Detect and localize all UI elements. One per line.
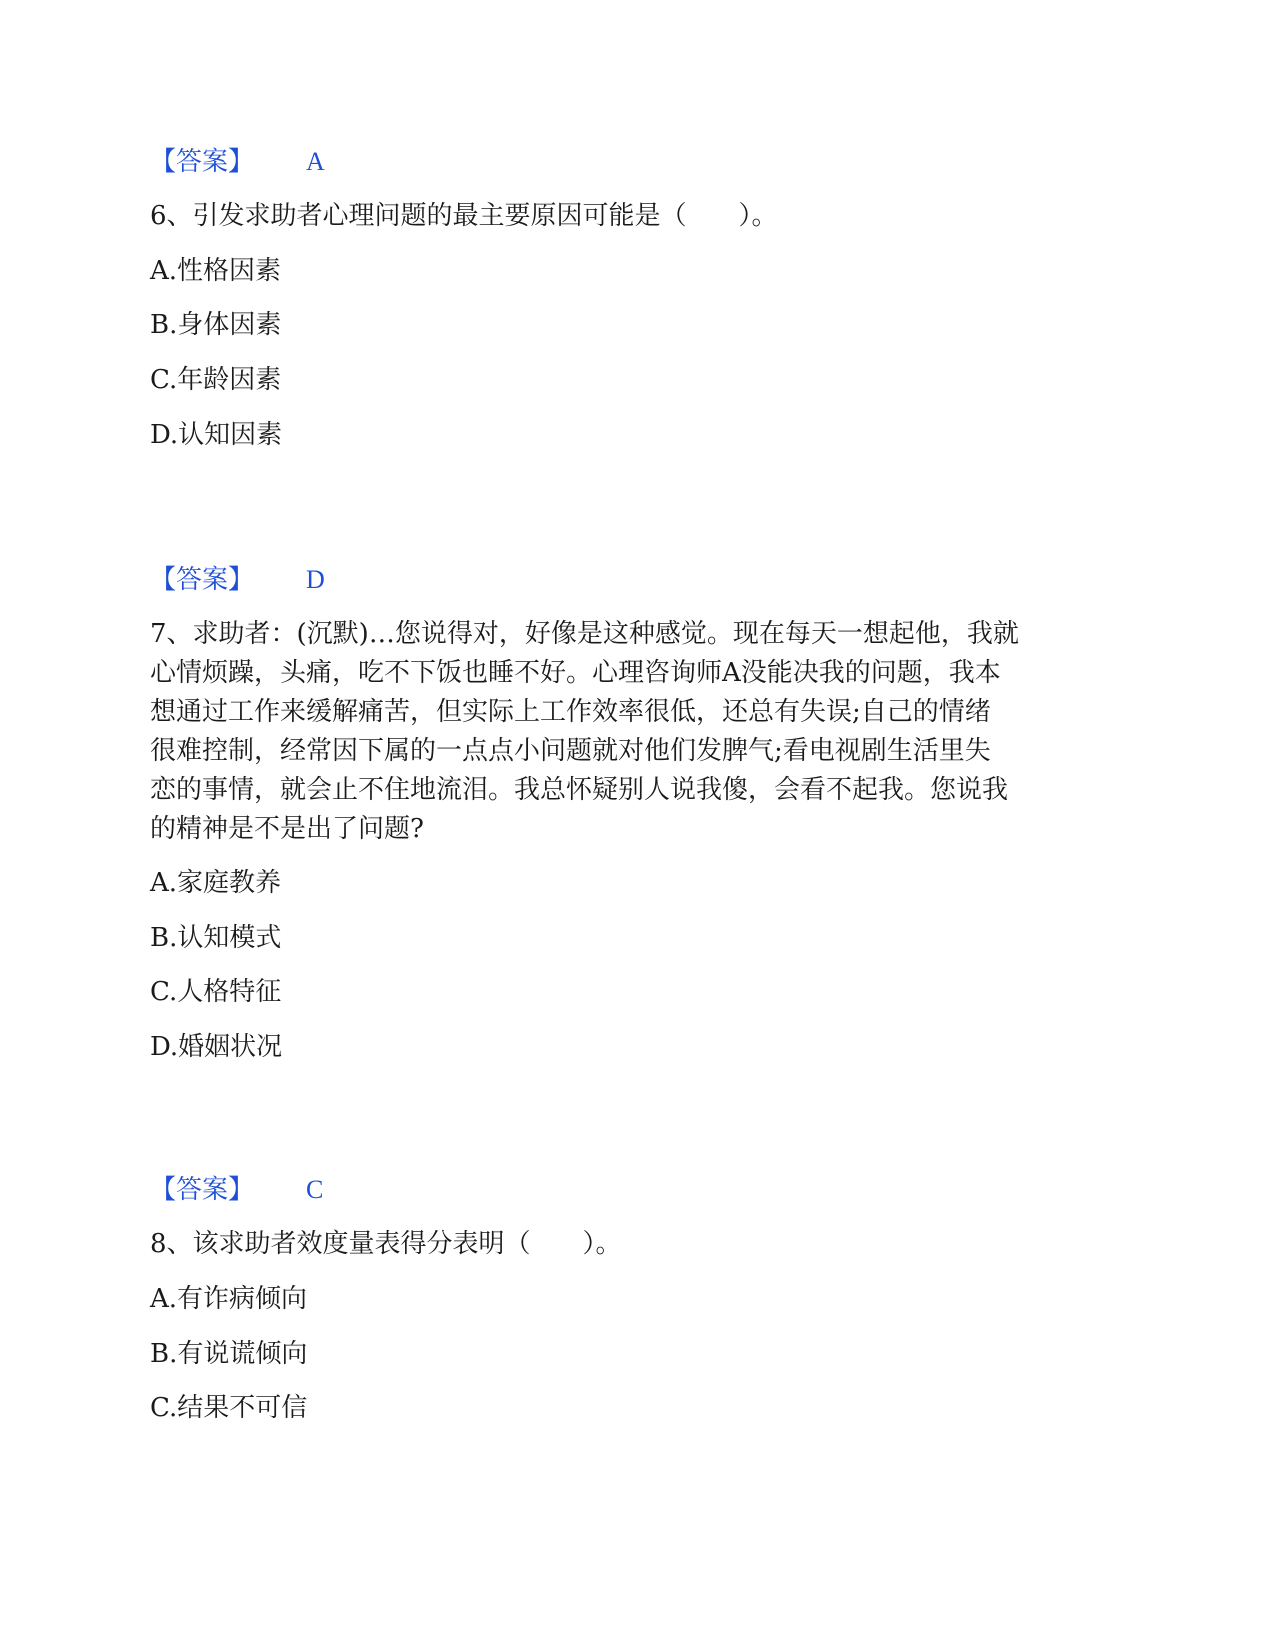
question-7-option-d: D.婚姻状况 xyxy=(150,1032,283,1062)
question-6-text: 6、引发求助者心理问题的最主要原因可能是（ ）。 xyxy=(150,201,778,231)
question-7-option-c: C.人格特征 xyxy=(150,977,282,1007)
question-7-line-4: 很难控制，经常因下属的一点点小问题就对他们发脾气;看电视剧生活里失 xyxy=(150,736,991,766)
question-6-option-c: C.年龄因素 xyxy=(150,365,282,395)
question-8-option-a: A.有诈病倾向 xyxy=(150,1284,308,1314)
answer-row-q6 xyxy=(150,560,325,600)
question-8-option-b: B.有说谎倾向 xyxy=(150,1339,308,1369)
answer-value: D xyxy=(306,565,325,594)
question-7-line-3: 想通过工作来缓解痛苦，但实际上工作效率很低，还总有失误;自己的情绪 xyxy=(150,697,991,727)
question-8-text: 8、该求助者效度量表得分表明（ ）。 xyxy=(150,1229,622,1259)
answer-label: 【答案】 xyxy=(150,147,255,177)
answer-row-q7 xyxy=(150,1170,323,1210)
question-7-line-2: 心情烦躁，头痛，吃不下饭也睡不好。心理咨询师A没能决我的问题，我本 xyxy=(150,658,1001,688)
question-7-line-6: 的精神是不是出了问题? xyxy=(150,814,424,844)
question-6-option-d: D.认知因素 xyxy=(150,420,283,450)
answer-value: C xyxy=(306,1175,324,1204)
question-6-option-b: B.身体因素 xyxy=(150,310,282,340)
question-7-line-1: 7、求助者：(沉默)…您说得对，好像是这种感觉。现在每天一想起他，我就 xyxy=(150,619,1019,649)
question-7-option-b: B.认知模式 xyxy=(150,923,282,953)
answer-value: A xyxy=(306,147,325,176)
answer-row-q5 xyxy=(150,142,325,182)
answer-label: 【答案】 xyxy=(150,1175,255,1205)
question-8-option-c: C.结果不可信 xyxy=(150,1393,308,1423)
answer-label: 【答案】 xyxy=(150,565,255,595)
question-7-option-a: A.家庭教养 xyxy=(150,868,282,898)
question-6-option-a: A.性格因素 xyxy=(150,256,282,286)
question-7-line-5: 恋的事情，就会止不住地流泪。我总怀疑别人说我傻，会看不起我。您说我 xyxy=(150,775,1009,805)
